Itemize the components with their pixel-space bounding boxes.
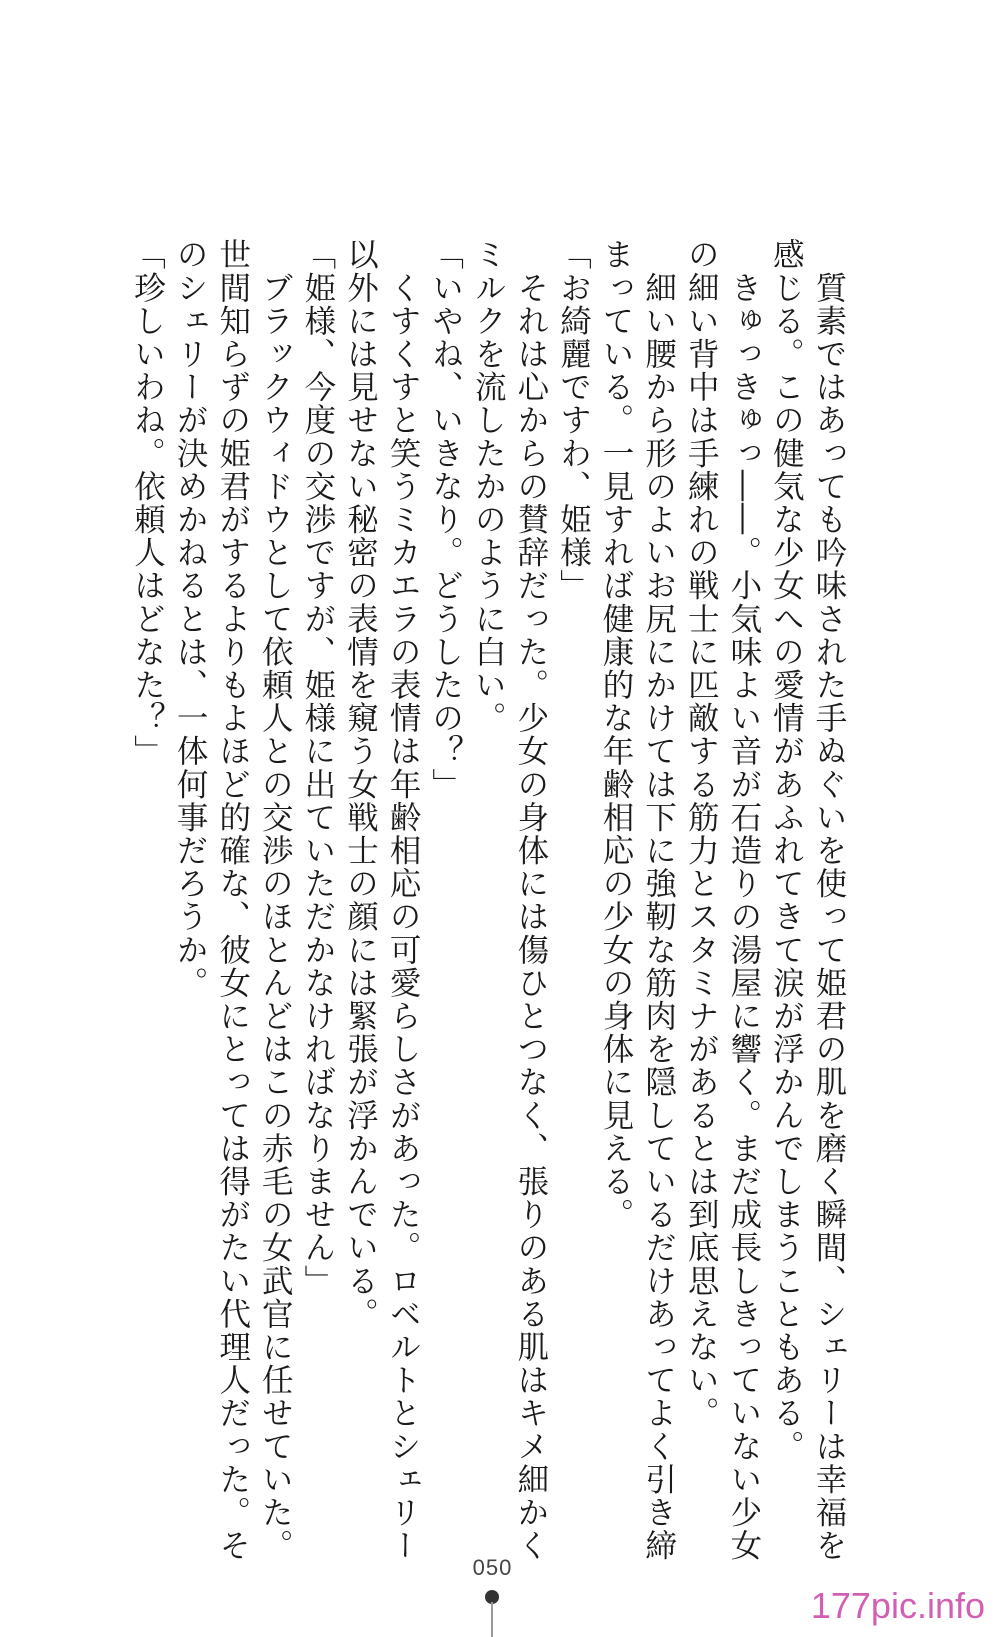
text-line: のシェリーが決めかねるとは、一体何事だろうか。 (172, 238, 209, 1000)
text-line: 細い腰から形のよいお尻にかけては下に強靭な筋肉を隠しているだけあってよく引き締 (640, 238, 677, 1562)
text-line: きゅっきゅっ――。小気味よい音が石造りの湯屋に響く。まだ成長しきっていない少女 (725, 238, 762, 1562)
text-line: ミルクを流したかのように白い。 (470, 238, 507, 735)
page-marker-line (491, 1602, 493, 1637)
text-line: まっている。一見すれば健康的な年齢相応の少女の身体に見える。 (598, 238, 635, 1231)
novel-text-block (126, 238, 850, 1562)
text-line: の細い背中は手練れの戦士に匹敵する筋力とスタミナがあるとは到底思えない。 (683, 238, 720, 1430)
text-line: 以外には見せない秘密の表情を窺う女戦士の顔には緊張が浮かんでいる。 (342, 238, 379, 1331)
text-line: 世間知らずの姫君がするよりもよほど的確な、彼女にとっては得がたい代理人だった。そ (214, 238, 251, 1562)
text-line: 「姫様、今度の交渉ですが、姫様に出ていただかなければなりません」 (299, 238, 336, 1298)
text-line: 質素ではあっても吟味された手ぬぐいを使って姫君の肌を磨く瞬間、シェリーは幸福を (811, 238, 847, 1562)
text-line: 「珍しいわね。依頼人はどなた？」 (129, 238, 166, 768)
text-line: 感じる。この健気な少女への愛情があふれてきて涙が浮かんでしまうこともある。 (768, 238, 805, 1463)
text-line: くすくすと笑うミカエラの表情は年齢相応の可愛らしさがあった。ロベルトとシェリー (385, 238, 422, 1562)
page-number: 050 (472, 1555, 513, 1580)
text-line: それは心からの賛辞だった。少女の身体には傷ひとつなく、張りのある肌はキメ細かく (512, 238, 549, 1562)
text-line: 「お綺麗ですわ、姫様」 (555, 238, 592, 603)
text-line: ブラックウィドウとして依頼人との交渉のほとんどはこの赤毛の女武官に任せていた。 (257, 238, 294, 1562)
watermark-logo: 177pic.info (810, 1585, 985, 1626)
text-line: 「いやね、いきなり。どうしたの？」 (427, 238, 464, 801)
